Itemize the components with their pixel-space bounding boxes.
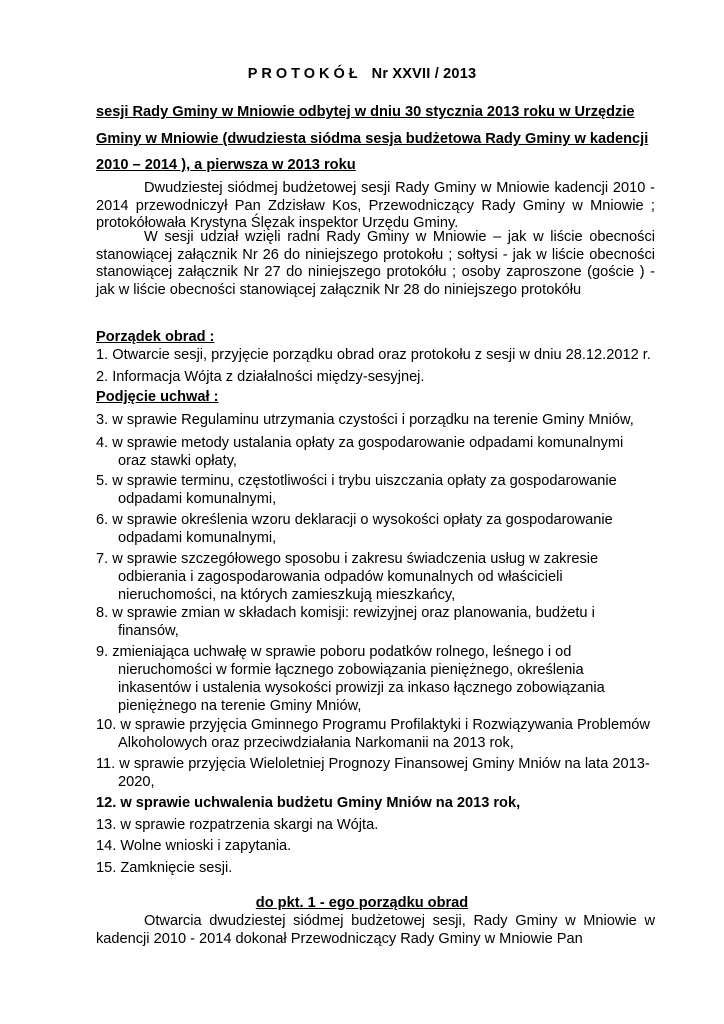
resolution-item-5-line2: odpadami komunalnymi, <box>118 491 277 507</box>
agenda-item-2 <box>96 368 671 386</box>
resolutions-heading: Podjęcie uchwał : <box>96 389 219 405</box>
resolution-item-9-line3: inkasentów i ustalenia wysokości prowizji za inkaso łącznego zobowiązania <box>118 680 605 696</box>
resolution-item-12 <box>96 794 671 812</box>
title-protokol: PROTOKÓŁ <box>247 66 362 82</box>
resolution-item-15 <box>96 859 671 877</box>
subtitle-line-2: Gminy w Mniowie (dwudziesta siódma sesja budżetowa Rady Gminy w kadencji <box>96 131 649 147</box>
resolution-item-11-line1: 11. w sprawie przyjęcia Wieloletniej Prognozy Finansowej Gminy Mniów na lata 2013- <box>96 756 650 772</box>
subtitle-line-3: 2010 – 2014 ), a pierwsza w 2013 roku <box>96 157 356 173</box>
attendance-paragraph: W sesji udział wzięli radni Rady Gminy w Mniowie – jak w liście obecności stanowiącej załącznik Nr 26 do niniejszego protokołu ; sołtysi - jak w liście obecności stanowiącej załącznik Nr 27 do niniejszego protokółu ; osoby zaproszone (goście ) - jak w liście obecności stanowiącej załącznik Nr 28 do niniejszego protokółu <box>96 229 655 298</box>
resolution-item-9-line2: nieruchomości w formie łącznego zobowiązania pieniężnego, określenia <box>118 662 584 678</box>
section1-heading: do pkt. 1 - ego porządku obrad <box>255 895 469 911</box>
resolution-item-10 <box>96 716 671 752</box>
resolution-item-8-line2: finansów, <box>118 623 179 639</box>
resolution-item-13-line1: 13. w sprawie rozpatrzenia skargi na Wójta. <box>96 817 379 833</box>
subtitle-line-1: sesji Rady Gminy w Mniowie odbytej w dniu 30 stycznia 2013 roku w Urzędzie <box>96 104 635 120</box>
resolution-item-10-line1: 10. w sprawie przyjęcia Gminnego Programu Profilaktyki i Rozwiązywania Problemów <box>96 717 650 733</box>
resolution-item-14 <box>96 837 671 855</box>
resolution-item-9-line1: 9. zmieniająca uchwałę w sprawie poboru podatków rolnego, leśnego i od <box>96 644 572 660</box>
document-title <box>0 66 724 82</box>
resolution-item-9 <box>96 643 671 715</box>
resolution-item-6-line1: 6. w sprawie określenia wzoru deklaracji o wysokości opłaty za gospodarowanie <box>96 512 613 528</box>
resolution-item-11-line2: 2020, <box>118 774 155 790</box>
resolution-item-7-line1: 7. w sprawie szczegółowego sposobu i zakresu świadczenia usług w zakresie <box>96 551 599 567</box>
resolution-item-10-line2: Alkoholowych oraz przeciwdziałania Narkomanii na 2013 rok, <box>118 735 514 751</box>
agenda-heading: Porządek obrad : <box>96 329 215 345</box>
resolution-item-13 <box>96 816 671 834</box>
resolution-item-5 <box>96 472 671 508</box>
resolution-item-5-line1: 5. w sprawie terminu, częstotliwości i trybu uiszczania opłaty za gospodarowanie <box>96 473 617 489</box>
intro-paragraph: Dwudziestej siódmej budżetowej sesji Rady Gminy w Mniowie kadencji 2010 - 2014 przewodniczył Pan Zdzisław Kos, Przewodniczący Rady Gminy w Mniowie ; protokółowała Krystyna Ślęzak inspektor Urzędu Gminy. <box>96 180 655 232</box>
resolution-item-14-line1: 14. Wolne wnioski i zapytania. <box>96 838 292 854</box>
resolution-item-6-line2: odpadami komunalnymi, <box>118 530 277 546</box>
resolution-item-4-line2: oraz stawki opłaty, <box>118 453 237 469</box>
resolution-item-9-line4: pieniężnego na terenie Gminy Mniów, <box>118 698 362 714</box>
agenda-item-2-text: 2. Informacja Wójta z działalności między-sesyjnej. <box>96 369 425 385</box>
resolution-item-4 <box>96 434 671 470</box>
agenda-item-1 <box>96 346 671 364</box>
resolution-item-3 <box>96 411 671 429</box>
resolution-item-12-line1: 12. w sprawie uchwalenia budżetu Gminy Mniów na 2013 rok, <box>96 795 521 811</box>
resolution-item-8 <box>96 604 671 640</box>
agenda-item-1-text: 1. Otwarcie sesji, przyjęcie porządku obrad oraz protokołu z sesji w dniu 28.12.2012 r. <box>96 347 651 363</box>
resolution-item-6 <box>96 511 671 547</box>
resolution-item-3-line1: 3. w sprawie Regulaminu utrzymania czystości i porządku na terenie Gminy Mniów, <box>96 412 634 428</box>
resolution-item-7-line3: nieruchomości, na których zamieszkują mieszkańcy, <box>118 587 456 603</box>
title-number: Nr XXVII / 2013 <box>371 66 477 82</box>
resolution-item-7-line2: odbierania i zagospodarowania odpadów komunalnych od właścicieli <box>118 569 563 585</box>
resolution-item-8-line1: 8. w sprawie zmian w składach komisji: rewizyjnej oraz planowania, budżetu i <box>96 605 595 621</box>
resolution-item-11 <box>96 755 671 791</box>
section1-paragraph: Otwarcia dwudziestej siódmej budżetowej sesji, Rady Gminy w Mniowie w kadencji 2010 - 2014 dokonał Przewodniczący Rady Gminy w Mniowie Pan <box>96 913 655 947</box>
resolution-item-15-line1: 15. Zamknięcie sesji. <box>96 860 233 876</box>
resolution-item-4-line1: 4. w sprawie metody ustalania opłaty za gospodarowanie odpadami komunalnymi <box>96 435 624 451</box>
resolution-item-7 <box>96 550 671 604</box>
